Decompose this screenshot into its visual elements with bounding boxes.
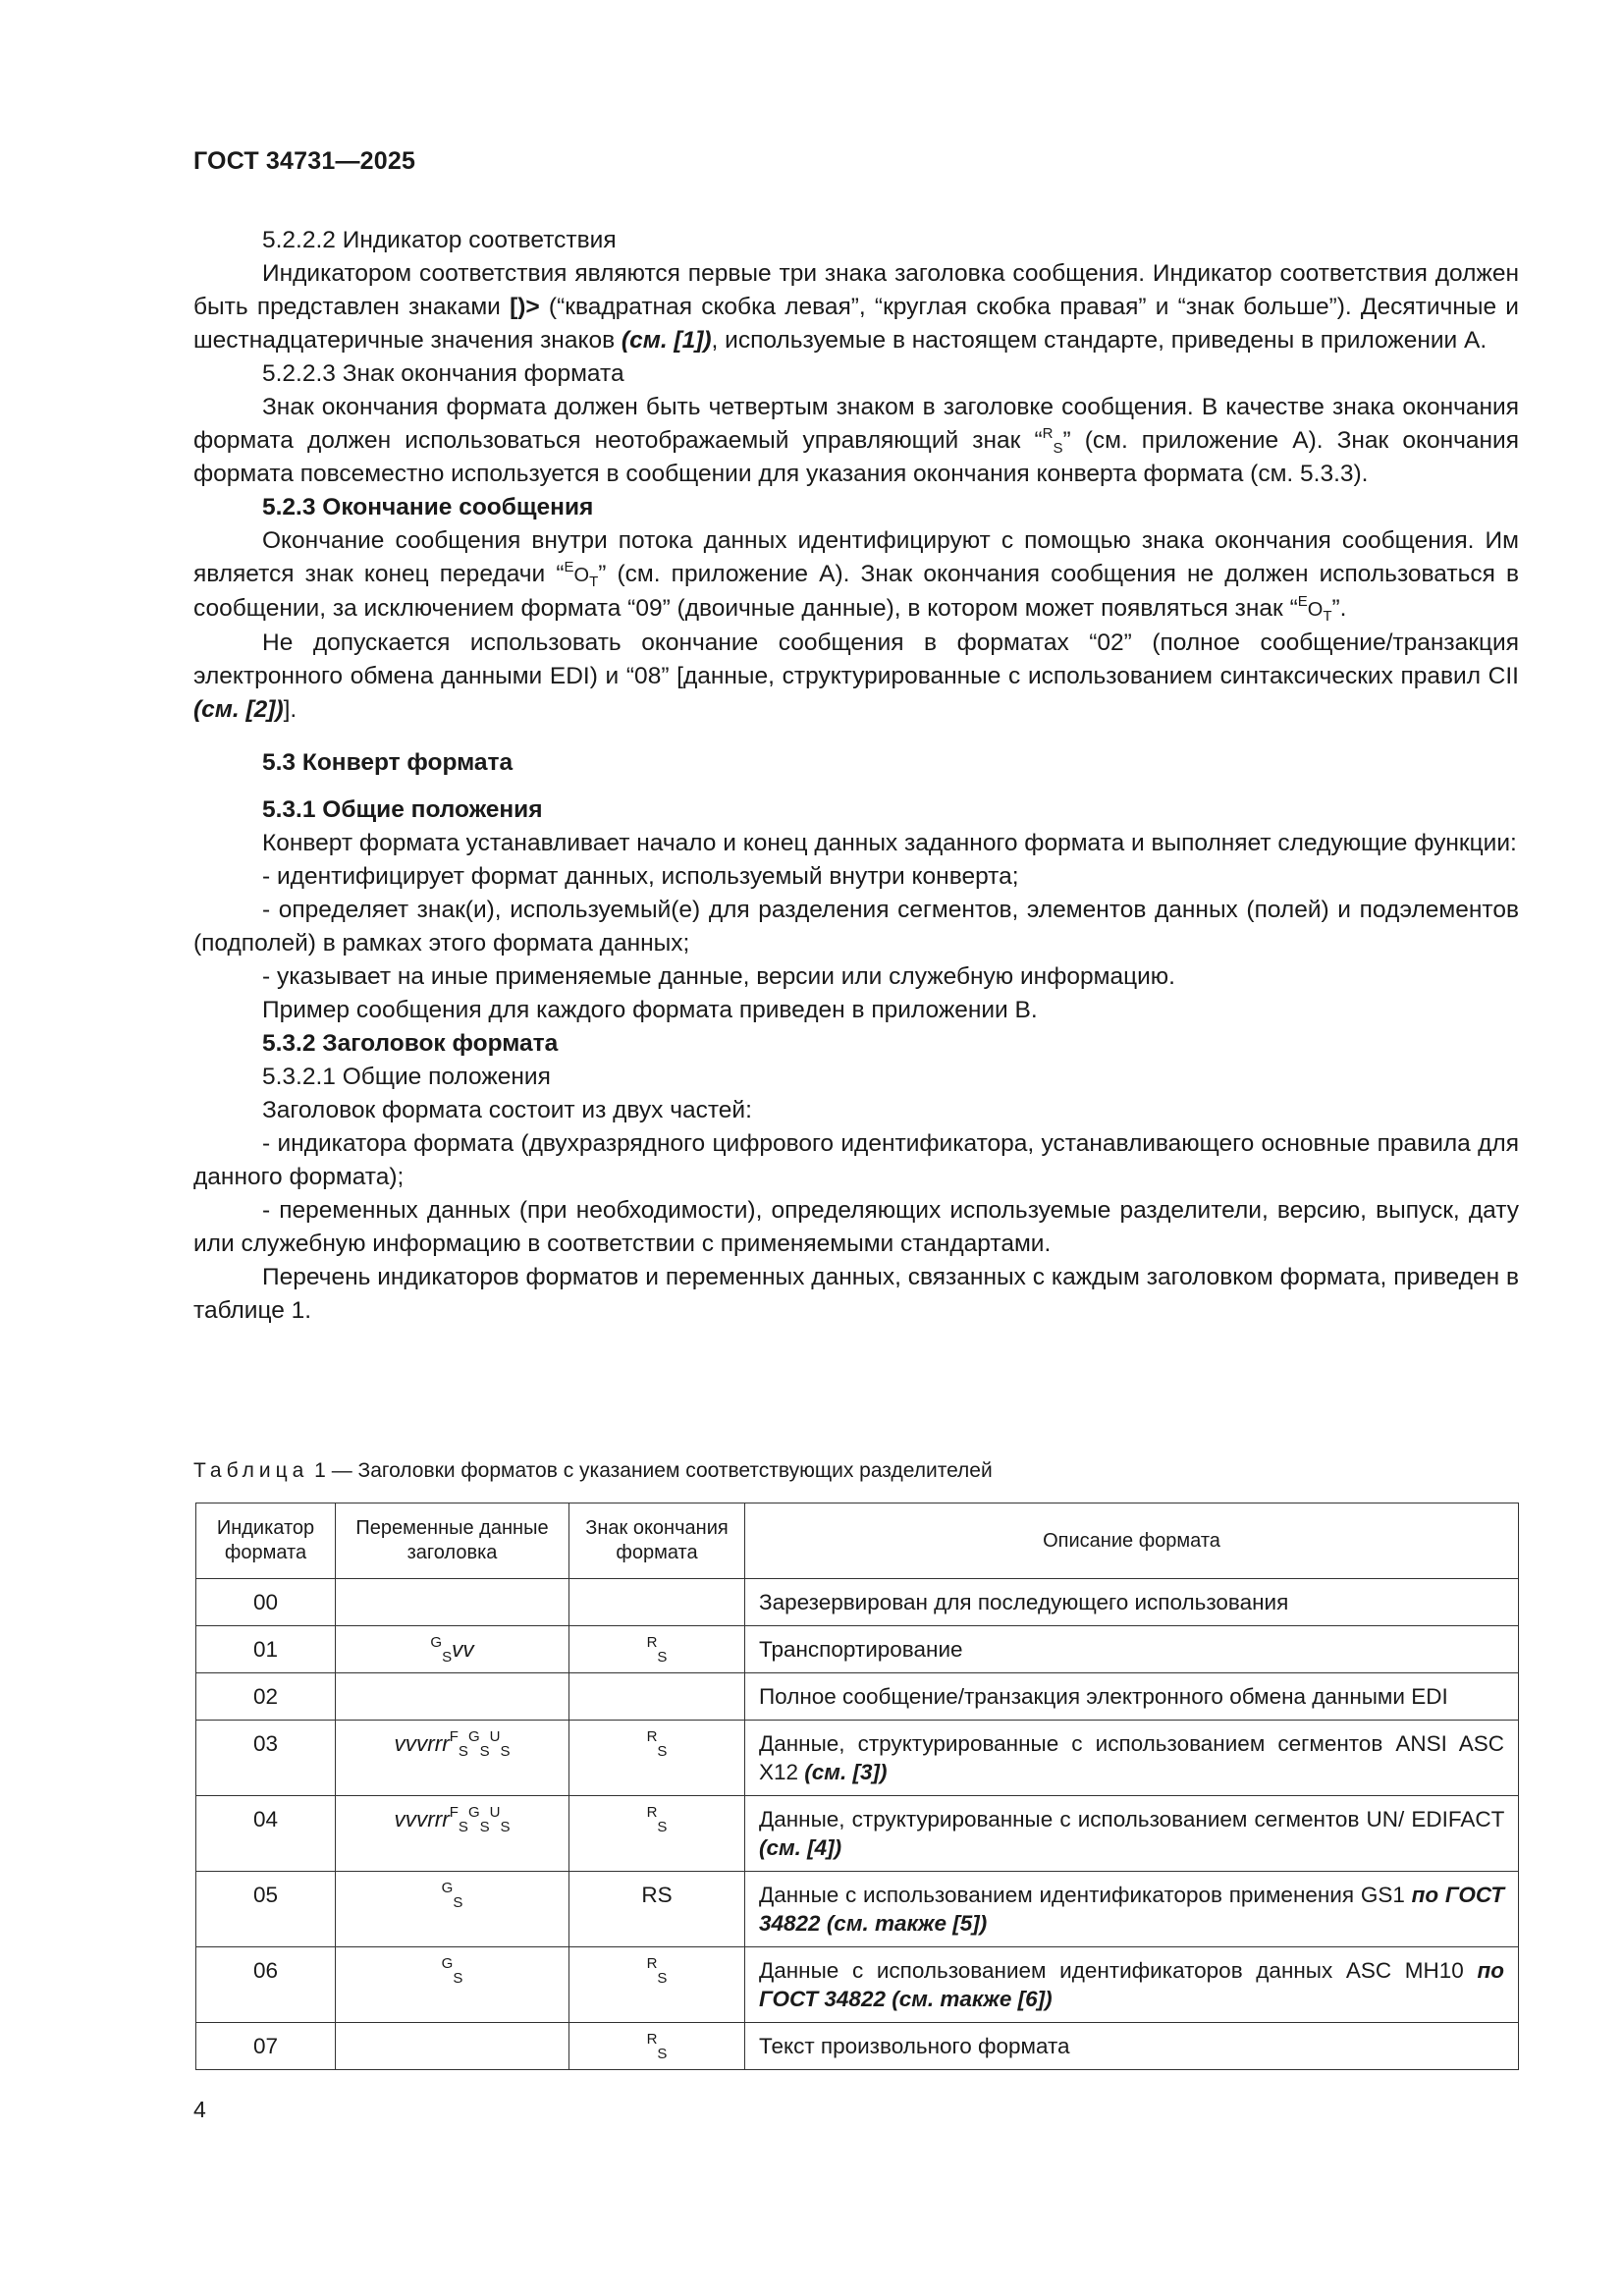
terminator-cell: $^R_S$ — [569, 1947, 745, 2023]
description-cell: Данные с использованием идентификаторов данных ASC MH10 по ГОСТ 34822 (см. также [6]) — [745, 1947, 1519, 2023]
column-header: Переменные данные заголовка — [336, 1503, 569, 1579]
table-caption: Таблица 1 — Заголовки форматов с указанием соответствующих разделителей — [193, 1459, 993, 1482]
terminator-cell: $^R_S$ — [569, 1796, 745, 1872]
format-indicator-cell: 06 — [196, 1947, 336, 2023]
terminator-cell — [569, 1579, 745, 1626]
paragraph: Индикатором соответствия являются первые три знака заголовка сообщения. Индикатор соответствия должен быть представлен знаками [)> (“квадратная скобка левая”, “круглая скобка правая” и “знак больше”). Десятичные и шестнадцатеричные значения знаков (см. [1]), используемые в настоящем стандарте, приведены в приложении А. — [193, 260, 1519, 354]
subsection-title-5-2-2-3: 5.2.2.3 Знак окончания формата — [262, 360, 624, 387]
description-cell: Текст произвольного формата — [745, 2023, 1519, 2070]
list-item: - идентифицирует формат данных, используемый внутри конверта; — [262, 863, 1019, 890]
paragraph: Перечень индикаторов форматов и переменных данных, связанных с каждым заголовком формата, приведен в таблице 1. — [193, 1264, 1519, 1324]
variable-data-cell — [336, 1673, 569, 1721]
variable-data-cell — [336, 1579, 569, 1626]
format-indicator-cell: 03 — [196, 1721, 336, 1796]
format-indicator-cell: 02 — [196, 1673, 336, 1721]
column-header: Описание формата — [745, 1503, 1519, 1579]
table-row — [196, 2023, 1519, 2070]
section-heading-5-2-3: 5.2.3 Окончание сообщения — [262, 494, 594, 520]
variable-data-cell: $^G_S$ — [336, 1872, 569, 1947]
subsection-title-5-2-2-2: 5.2.2.2 Индикатор соответствия — [262, 227, 617, 253]
paragraph: Знак окончания формата должен быть четвертым знаком в заголовке сообщения. В качестве знака окончания формата должен использоваться неотображаемый управляющий знак “$^R_S$” (см. приложение А). Знак окончания формата повсеместно используется в сообщении для указания окончания конверта формата (см. 5.3.3). — [193, 394, 1519, 487]
format-indicator-cell: 00 — [196, 1579, 336, 1626]
format-indicator-cell: 05 — [196, 1872, 336, 1947]
format-indicator-cell: 01 — [196, 1626, 336, 1673]
variable-data-cell: $^G_S$vv — [336, 1626, 569, 1673]
paragraph: Окончание сообщения внутри потока данных идентифицируют с помощью знака окончания сообщения. Им является знак конец передачи “$^EO_T$” (см. приложение А). Знак окончания сообщения не должен использоваться в сообщении, за исключением формата “09” (двоичные данные), в котором может появляться знак “$^EO_T$”. — [193, 527, 1519, 625]
terminator-cell: $^R_S$ — [569, 1626, 745, 1673]
paragraph: Не допускается использовать окончание сообщения в форматах “02” (полное сообщение/транзакция электронного обмена данными EDI) и “08” [данные, структурированные с использованием синтаксических правил CII (см. [2])]. — [193, 629, 1519, 723]
subsection-title-5-3-2-1: 5.3.2.1 Общие положения — [262, 1064, 551, 1090]
column-header: Индикатор формата — [196, 1503, 336, 1579]
table-row — [196, 1796, 1519, 1872]
description-cell: Транспортирование — [745, 1626, 1519, 1673]
list-item: - индикатора формата (двухразрядного цифрового идентификатора, устанавливающего основные правила для данного формата); — [193, 1130, 1519, 1190]
section-heading-5-3: 5.3 Конверт формата — [262, 749, 514, 776]
terminator-cell: RS — [569, 1872, 745, 1947]
column-header: Знак окончания формата — [569, 1503, 745, 1579]
document-body — [193, 224, 1519, 1328]
table-row — [196, 1872, 1519, 1947]
table-row — [196, 1579, 1519, 1626]
description-cell: Данные, структурированные с использованием сегментов UN/ EDIFACT (см. [4]) — [745, 1796, 1519, 1872]
terminator-cell: $^R_S$ — [569, 2023, 745, 2070]
description-cell: Полное сообщение/транзакция электронного обмена данными EDI — [745, 1673, 1519, 1721]
list-item: - определяет знак(и), используемый(е) для разделения сегментов, элементов данных (полей) и подэлементов (подполей) в рамках этого формата данных; — [193, 897, 1519, 957]
table-row — [196, 1673, 1519, 1721]
table-row — [196, 1721, 1519, 1796]
list-item: - переменных данных (при необходимости), определяющих используемые разделители, версию, выпуск, дату или служебную информацию в соответствии с применяемыми стандартами. — [193, 1197, 1519, 1257]
page-number: 4 — [193, 2097, 206, 2122]
description-cell: Зарезервирован для последующего использования — [745, 1579, 1519, 1626]
paragraph: Конверт формата устанавливает начало и конец данных заданного формата и выполняет следующие функции: — [262, 830, 1517, 856]
table-row — [196, 1626, 1519, 1673]
format-indicator-cell: 04 — [196, 1796, 336, 1872]
terminator-cell: $^R_S$ — [569, 1721, 745, 1796]
section-heading-5-3-1: 5.3.1 Общие положения — [262, 796, 543, 823]
document-header: ГОСТ 34731—2025 — [193, 147, 416, 175]
format-headers-table — [195, 1503, 1519, 2070]
terminator-cell — [569, 1673, 745, 1721]
variable-data-cell: vvvrrr$^F_S^G_S^U_S$ — [336, 1721, 569, 1796]
format-indicator-cell: 07 — [196, 2023, 336, 2070]
paragraph: Пример сообщения для каждого формата приведен в приложении В. — [262, 997, 1038, 1023]
description-cell: Данные с использованием идентификаторов применения GS1 по ГОСТ 34822 (см. также [5]) — [745, 1872, 1519, 1947]
paragraph: Заголовок формата состоит из двух частей: — [262, 1097, 752, 1123]
variable-data-cell: $^G_S$ — [336, 1947, 569, 2023]
table-header-row — [196, 1503, 1519, 1579]
variable-data-cell: vvvrrr$^F_S^G_S^U_S$ — [336, 1796, 569, 1872]
list-item: - указывает на иные применяемые данные, версии или служебную информацию. — [262, 963, 1175, 990]
description-cell: Данные, структурированные с использованием сегментов ANSI ASC X12 (см. [3]) — [745, 1721, 1519, 1796]
table-row — [196, 1947, 1519, 2023]
variable-data-cell — [336, 2023, 569, 2070]
section-heading-5-3-2: 5.3.2 Заголовок формата — [262, 1030, 559, 1057]
